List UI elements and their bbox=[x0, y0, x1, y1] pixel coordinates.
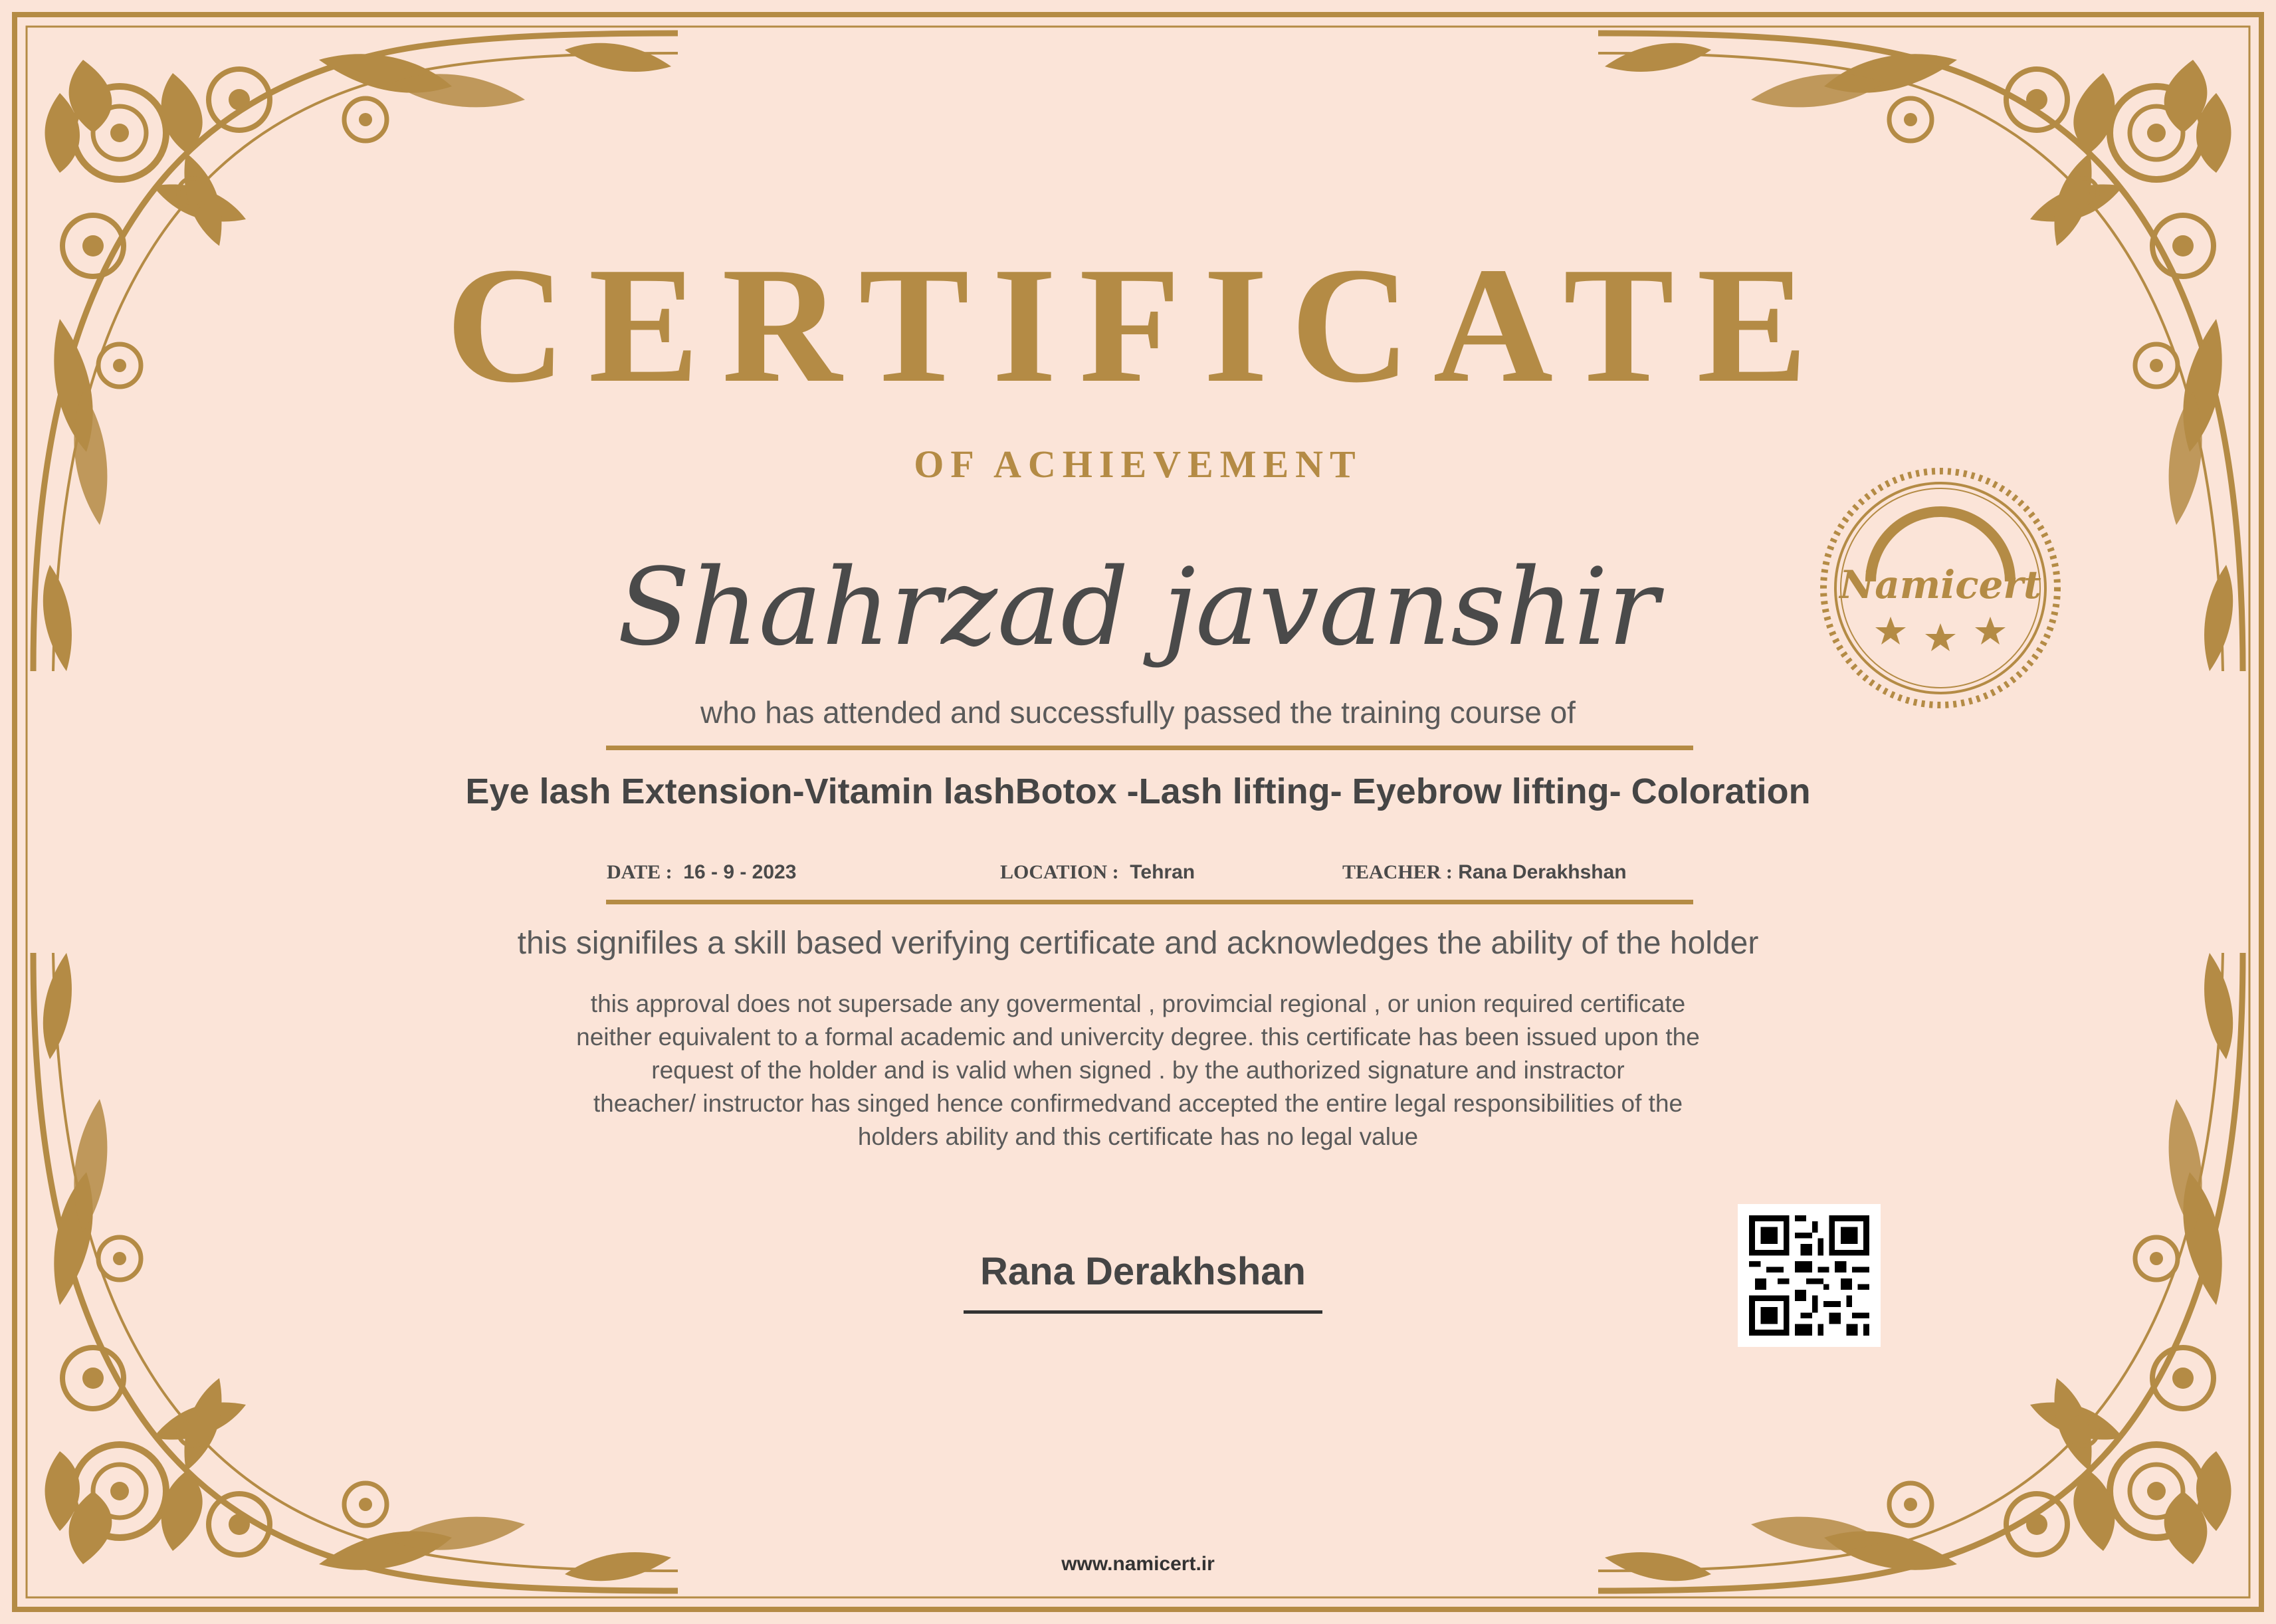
teacher-label: TEACHER : bbox=[1342, 861, 1453, 883]
signifies-line: this signifiles a skill based verifying certificate and acknowledges the ability of the holder bbox=[517, 926, 1759, 961]
disclaimer-line: holders ability and this certificate has no legal value bbox=[857, 1123, 1419, 1150]
attended-line: who has attended and successfully passed the training course of bbox=[700, 695, 1576, 730]
seal-brand: Namicert bbox=[1839, 562, 2041, 607]
holder-name: Shahrzad javanshir bbox=[617, 545, 1659, 669]
disclaimer-text bbox=[465, 987, 1811, 1154]
teacher-field bbox=[1342, 861, 1627, 884]
date-label: DATE : bbox=[607, 861, 672, 883]
course-title: Eye lash Extension-Vitamin lashBotox -Lash lifting- Eyebrow lifting- Coloration bbox=[465, 771, 1811, 811]
disclaimer-line: theacher/ instructor has singed hence confirmedvand accepted the entire legal responsibilities of the bbox=[593, 1090, 1683, 1117]
disclaimer-line: this approval does not supersade any govermental , provimcial regional , or union required certificate bbox=[590, 990, 1686, 1017]
signature-line bbox=[964, 1310, 1322, 1314]
certificate-subtitle: OF ACHIEVEMENT bbox=[914, 443, 1362, 486]
date-value: 16 - 9 - 2023 bbox=[683, 861, 797, 883]
divider-line bbox=[606, 900, 1693, 904]
disclaimer-line: request of the holder and is valid when signed . by the authorized signature and instractor bbox=[651, 1057, 1625, 1084]
divider-line bbox=[606, 746, 1693, 750]
certificate-title: CERTIFICATE bbox=[445, 233, 1831, 417]
disclaimer-line: neither equivalent to a formal academic and univercity degree. this certificate has been issued upon the bbox=[576, 1023, 1700, 1051]
qr-code-icon bbox=[1738, 1204, 1881, 1347]
teacher-value: Rana Derakhshan bbox=[1458, 861, 1627, 883]
signer-name: Rana Derakhshan bbox=[980, 1250, 1306, 1293]
location-field bbox=[1000, 861, 1195, 884]
website-link: www.namicert.ir bbox=[1061, 1553, 1215, 1575]
location-value: Tehran bbox=[1130, 861, 1195, 883]
location-label: LOCATION : bbox=[1000, 861, 1119, 883]
date-field bbox=[607, 861, 796, 884]
